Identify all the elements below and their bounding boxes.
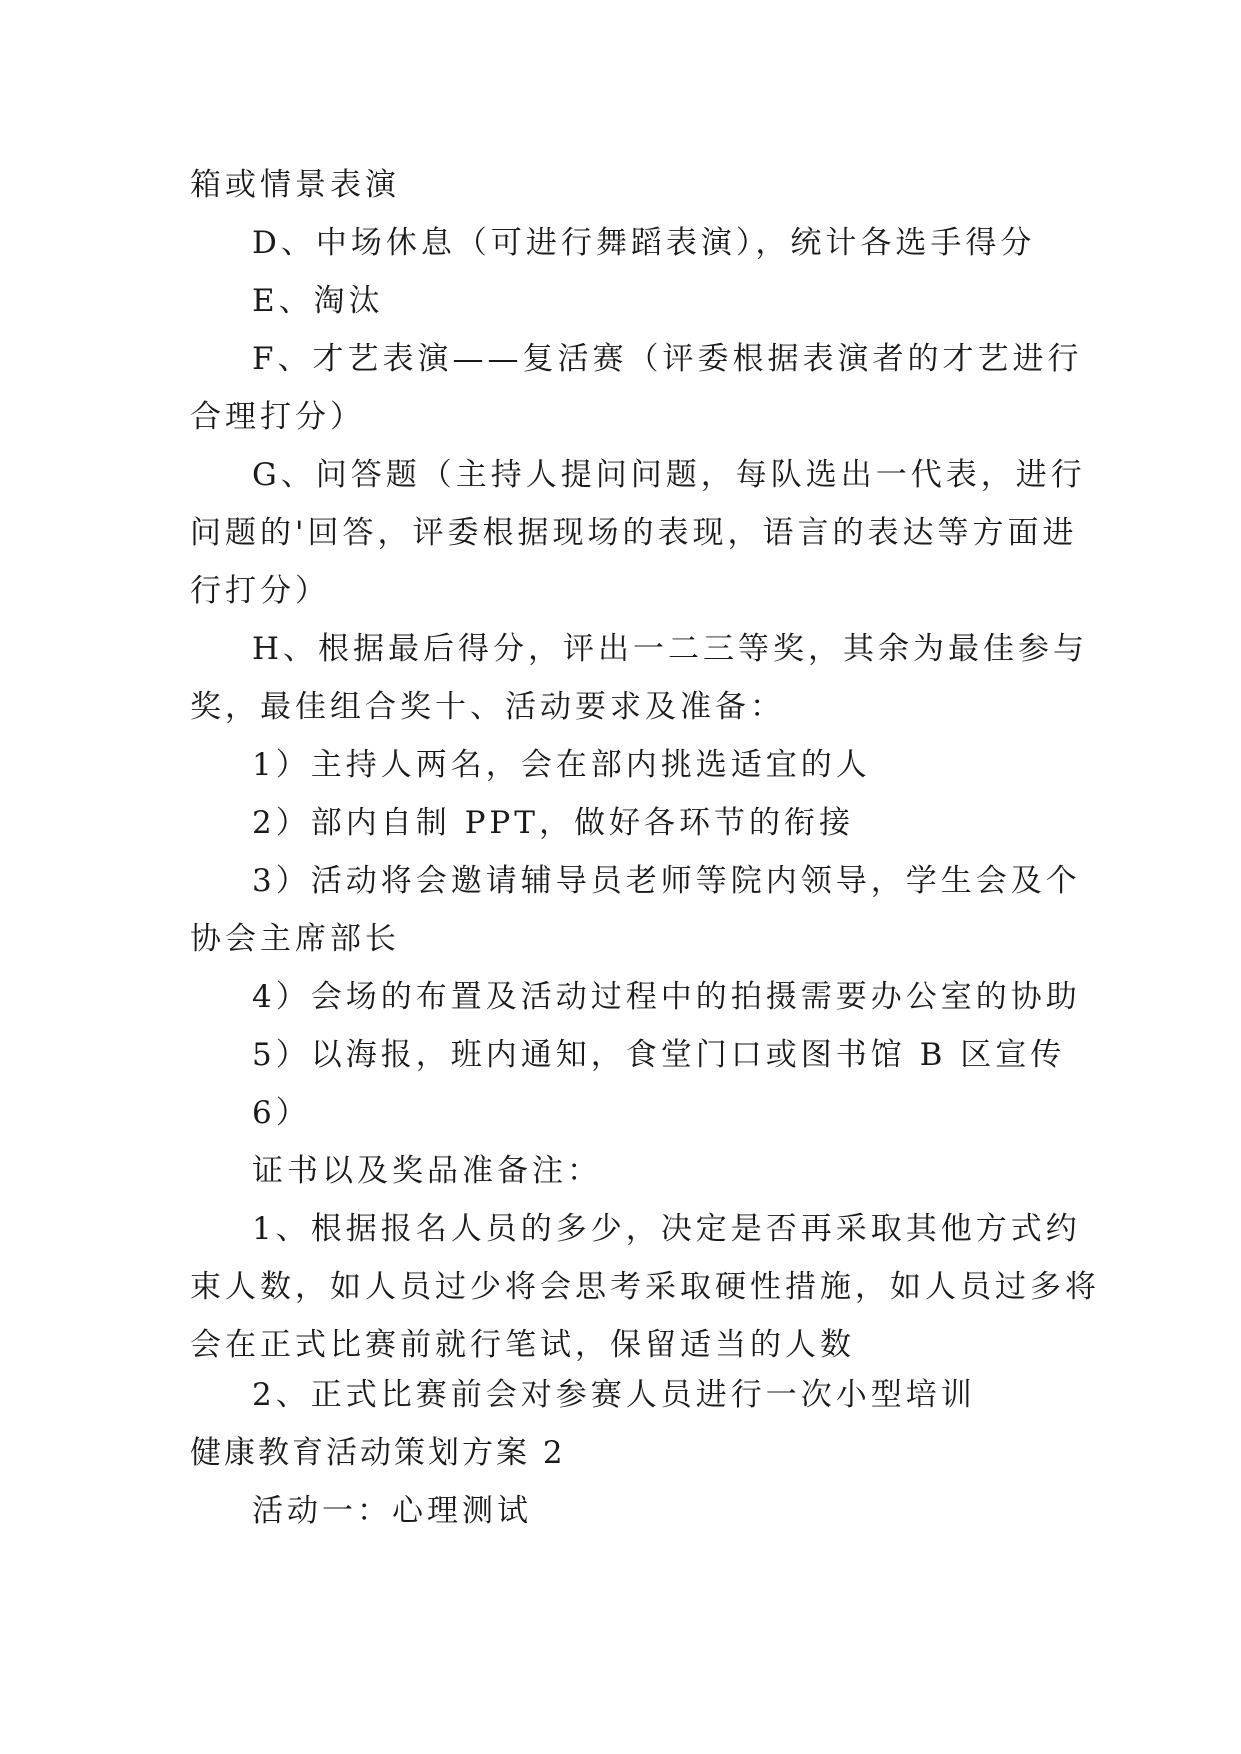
text-line: H、根据最后得分，评出一二三等奖，其余为最佳参与 xyxy=(252,631,1089,667)
text-line: 箱或情景表演 xyxy=(190,167,400,203)
list-item: 6） xyxy=(252,1095,311,1131)
list-item: 1、根据报名人员的多少，决定是否再采取其他方式约 xyxy=(252,1211,1081,1247)
list-item: 2）部内自制 PPT，做好各环节的衔接 xyxy=(252,805,854,841)
list-item: 4）会场的布置及活动过程中的拍摄需要办公室的协助 xyxy=(252,979,1081,1015)
text-line: 会在正式比赛前就行笔试，保留适当的人数 xyxy=(190,1327,855,1363)
text-line: 行打分） xyxy=(190,573,330,609)
text-line: E、淘汰 xyxy=(252,283,384,319)
text-line: F、才艺表演——复活赛（评委根据表演者的才艺进行 xyxy=(252,341,1083,377)
list-item: 5）以海报，班内通知，食堂门口或图书馆 B 区宣传 xyxy=(252,1037,1066,1073)
text-line: 证书以及奖品准备注： xyxy=(252,1153,602,1189)
list-item: 3）活动将会邀请辅导员老师等院内领导，学生会及个 xyxy=(252,863,1081,899)
text-line: 束人数，如人员过少将会思考采取硬性措施，如人员过多将 xyxy=(190,1269,1100,1305)
subsection-title: 活动一：心理测试 xyxy=(252,1493,532,1529)
list-item: 2、正式比赛前会对参赛人员进行一次小型培训 xyxy=(252,1377,976,1413)
section-title: 健康教育活动策划方案 2 xyxy=(190,1435,566,1471)
text-line: 合理打分） xyxy=(190,399,365,435)
text-line: 奖，最佳组合奖十、活动要求及准备： xyxy=(190,689,785,725)
list-item: 1）主持人两名，会在部内挑选适宜的人 xyxy=(252,747,871,783)
text-line: 问题的'回答，评委根据现场的表现，语言的表达等方面进 xyxy=(190,515,1078,551)
text-line: D、中场休息（可进行舞蹈表演），统计各选手得分 xyxy=(252,225,1036,261)
text-line: G、问答题（主持人提问问题，每队选出一代表，进行 xyxy=(252,457,1086,493)
text-line: 协会主席部长 xyxy=(190,921,400,957)
